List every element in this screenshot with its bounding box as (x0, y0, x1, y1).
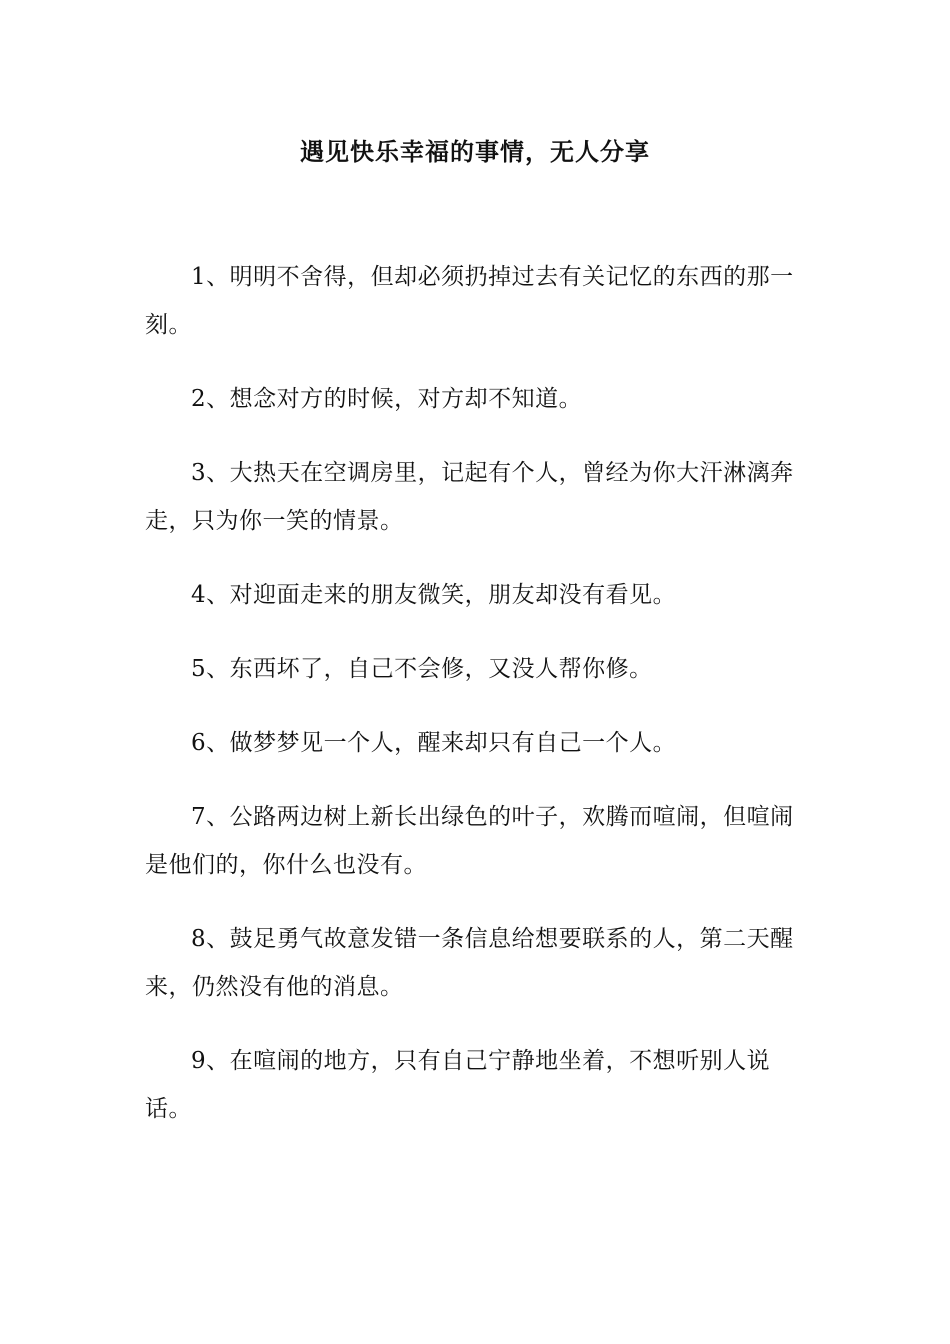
paragraph-5: 5、东西坏了，自己不会修，又没人帮你修。 (191, 656, 653, 682)
paragraph-3: 3、大热天在空调房里，记起有个人，曾经为你大汗淋漓奔走，只为你一笑的情景。 (145, 460, 794, 534)
document-title: 遇见快乐幸福的事情，无人分享 (300, 137, 650, 166)
paragraph-9: 9、在喧闹的地方，只有自己宁静地坐着，不想听别人说话。 (145, 1048, 771, 1122)
paragraph-4: 4、对迎面走来的朋友微笑，朋友却没有看见。 (191, 582, 677, 608)
document-body (145, 253, 817, 1159)
paragraph-6: 6、做梦梦见一个人，醒来却只有自己一个人。 (191, 730, 677, 756)
paragraph-8: 8、鼓足勇气故意发错一条信息给想要联系的人，第二天醒来，仍然没有他的消息。 (145, 926, 794, 1000)
paragraph-7: 7、公路两边树上新长出绿色的叶子，欢腾而喧闹，但喧闹是他们的，你什么也没有。 (145, 804, 794, 878)
paragraph-2: 2、想念对方的时候，对方却不知道。 (191, 386, 583, 412)
paragraph-1: 1、明明不舍得，但却必须扔掉过去有关记忆的东西的那一刻。 (145, 264, 794, 338)
